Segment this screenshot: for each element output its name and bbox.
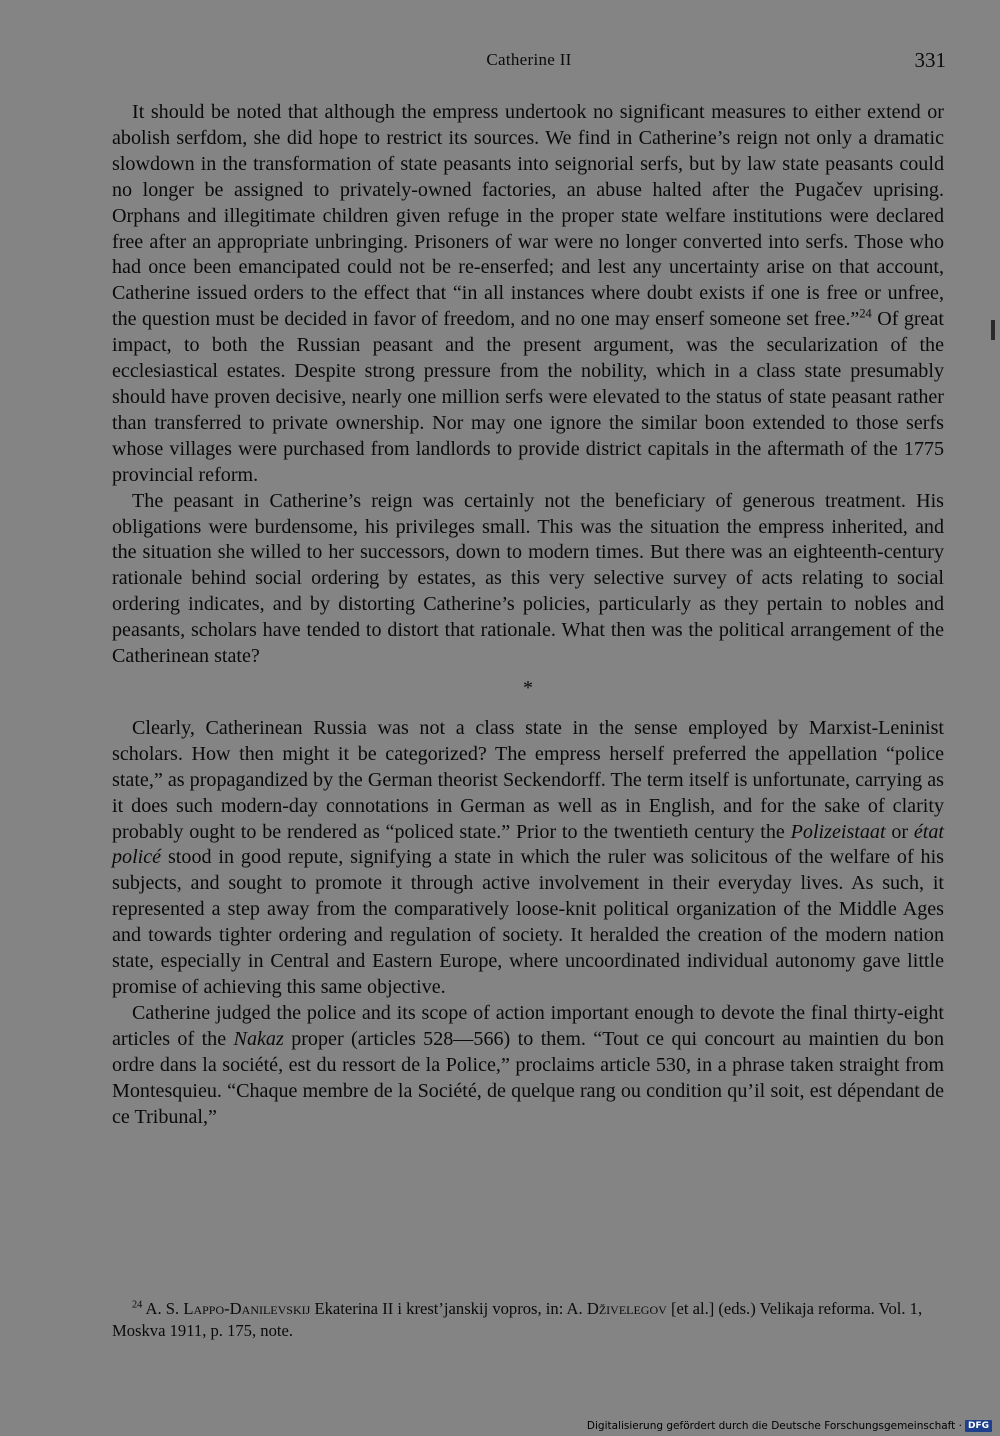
paragraph-1: [112, 100, 944, 489]
digitization-credit-text: Digitalisierung gefördert durch die Deutsche Forschungsgemeinschaft ·: [586, 1420, 962, 1432]
term-polizeistaat: Polizeistaat: [790, 820, 886, 843]
footnote-text-c: [et al.] (eds.) Velikaja reforma. Vol. 1, Moskva 1911, p. 175, note.: [112, 1299, 923, 1340]
paragraph-3-text-c: stood in good repute, signifying a state in which the ruler was solicitous of the welfare of his subjects, and sought to promote it through active involvement in their everyday lives. As such, it represented a step away from the comparatively loose-knit political organization of the Middle Ages and towards tighter ordering and regulation of society. It heralded the creation of the modern nation state, especially in Central and Eastern Europe, where uncoordinated individual autonomy gave little promise of achieving this same objective.: [112, 846, 944, 998]
dfg-logo-icon: DFG: [965, 1420, 992, 1432]
paragraph-4-text-b: proper (articles 528—566) to them. “Tout ce qui concourt au maintien du bon ordre dans la société, est du ressort de la Police,” proclaims article 530, in a phrase taken straight from Montesquieu. “Chaque membre de la Société, de quelque rang ou condition qu’il soit, est dépendant de ce Tribunal,”: [112, 1027, 944, 1128]
page-number: 331: [914, 48, 946, 72]
digitization-credit: [587, 1420, 992, 1432]
paragraph-3-text-b: or: [885, 820, 914, 843]
paragraph-2: The peasant in Catherine’s reign was certainly not the beneficiary of generous treatment. His obligations were burdensome, his privileges small. This was the situation the empress inherited, and the situation she willed to her successors, down to modern times. But there was an eighteenth-century rationale behind social ordering by estates, as this very selective survey of acts relating to social ordering indicates, and by distorting Catherine’s policies, particularly as they pertain to nobles and peasants, scholars have tended to distort that rationale. What then was the political arrangement of the Catherinean state?: [112, 489, 944, 668]
running-title: Catherine II: [486, 50, 572, 69]
footnote-author-2: Dživelegov: [586, 1299, 667, 1318]
paragraph-4-text-a: Catherine judged the police and its scope of action important enough to devote the final thirty-eight articles of the: [112, 1001, 944, 1050]
paragraph-3-text-a: Clearly, Catherinean Russia was not a class state in the sense employed by Marxist-Leninist scholars. How then might it be categorized? The empress herself preferred the appellation “police state,” as propagandized by the German theorist Seckendorff. The term itself is unfortunate, carrying as it does such modern-day connotations in German as well as in English, and for the sake of clarity probably ought to be rendered as “policed state.” Prior to the twentieth century the: [112, 716, 944, 843]
paragraph-1-text: It should be noted that although the empress undertook no significant measures to either extend or abolish serfdom, she did hope to restrict its sources. We find in Catherine’s reign not only a dramatic slowdown in the transformation of state peasants into seignorial serfs, but by law state peasants could no longer be assigned to privately-owned factories, an abuse halted after the Pugačev uprising. Orphans and illegitimate children given refuge in the proper state welfare institutions were declared free after an appropriate unbringing. Prisoners of war were no longer converted into serfs. Those who had once been emancipated could not be re-enserfed; and lest any uncertainty arise on that account, Catherine issued orders to the effect that “in all instances where doubt exists if one is free or unfree, the question must be decided in favor of freedom, and no one may enserf someone set free.”: [112, 101, 944, 331]
footnote-number: 24: [132, 1299, 143, 1311]
paragraph-4: [112, 1001, 944, 1131]
body-text: [112, 100, 944, 1130]
running-head: [112, 48, 946, 78]
footnote-24: [112, 1298, 944, 1341]
footnote-text-b: Ekaterina II i krest’janskij vopros, in: A.: [310, 1299, 587, 1318]
footnote-text: [112, 1298, 944, 1341]
term-etat-police: état policé: [112, 820, 944, 869]
footnote-text-a: A. S.: [142, 1299, 184, 1318]
paragraph-3: [112, 716, 944, 1001]
paragraph-1-continuation: Of great impact, to both the Russian peasant and the present argument, was the secularization of the ecclesiastical estates. Despite strong pressure from the nobility, which in a class state presumably should have proven decisive, nearly one million serfs were elevated to the status of state peasant rather than transferred to private ownership. Nor may one ignore the similar boon extended to those serfs whose villages were purchased from landlords to provide district capitals in the aftermath of the 1775 provincial reform.: [112, 308, 944, 486]
term-nakaz: Nakaz: [233, 1027, 284, 1050]
section-separator: *: [523, 676, 533, 699]
scan-edge-mark: [991, 320, 995, 340]
footnote-ref-24[interactable]: 24: [859, 306, 872, 321]
footnote-author-1: Lappo-Danilevskij: [183, 1299, 311, 1318]
